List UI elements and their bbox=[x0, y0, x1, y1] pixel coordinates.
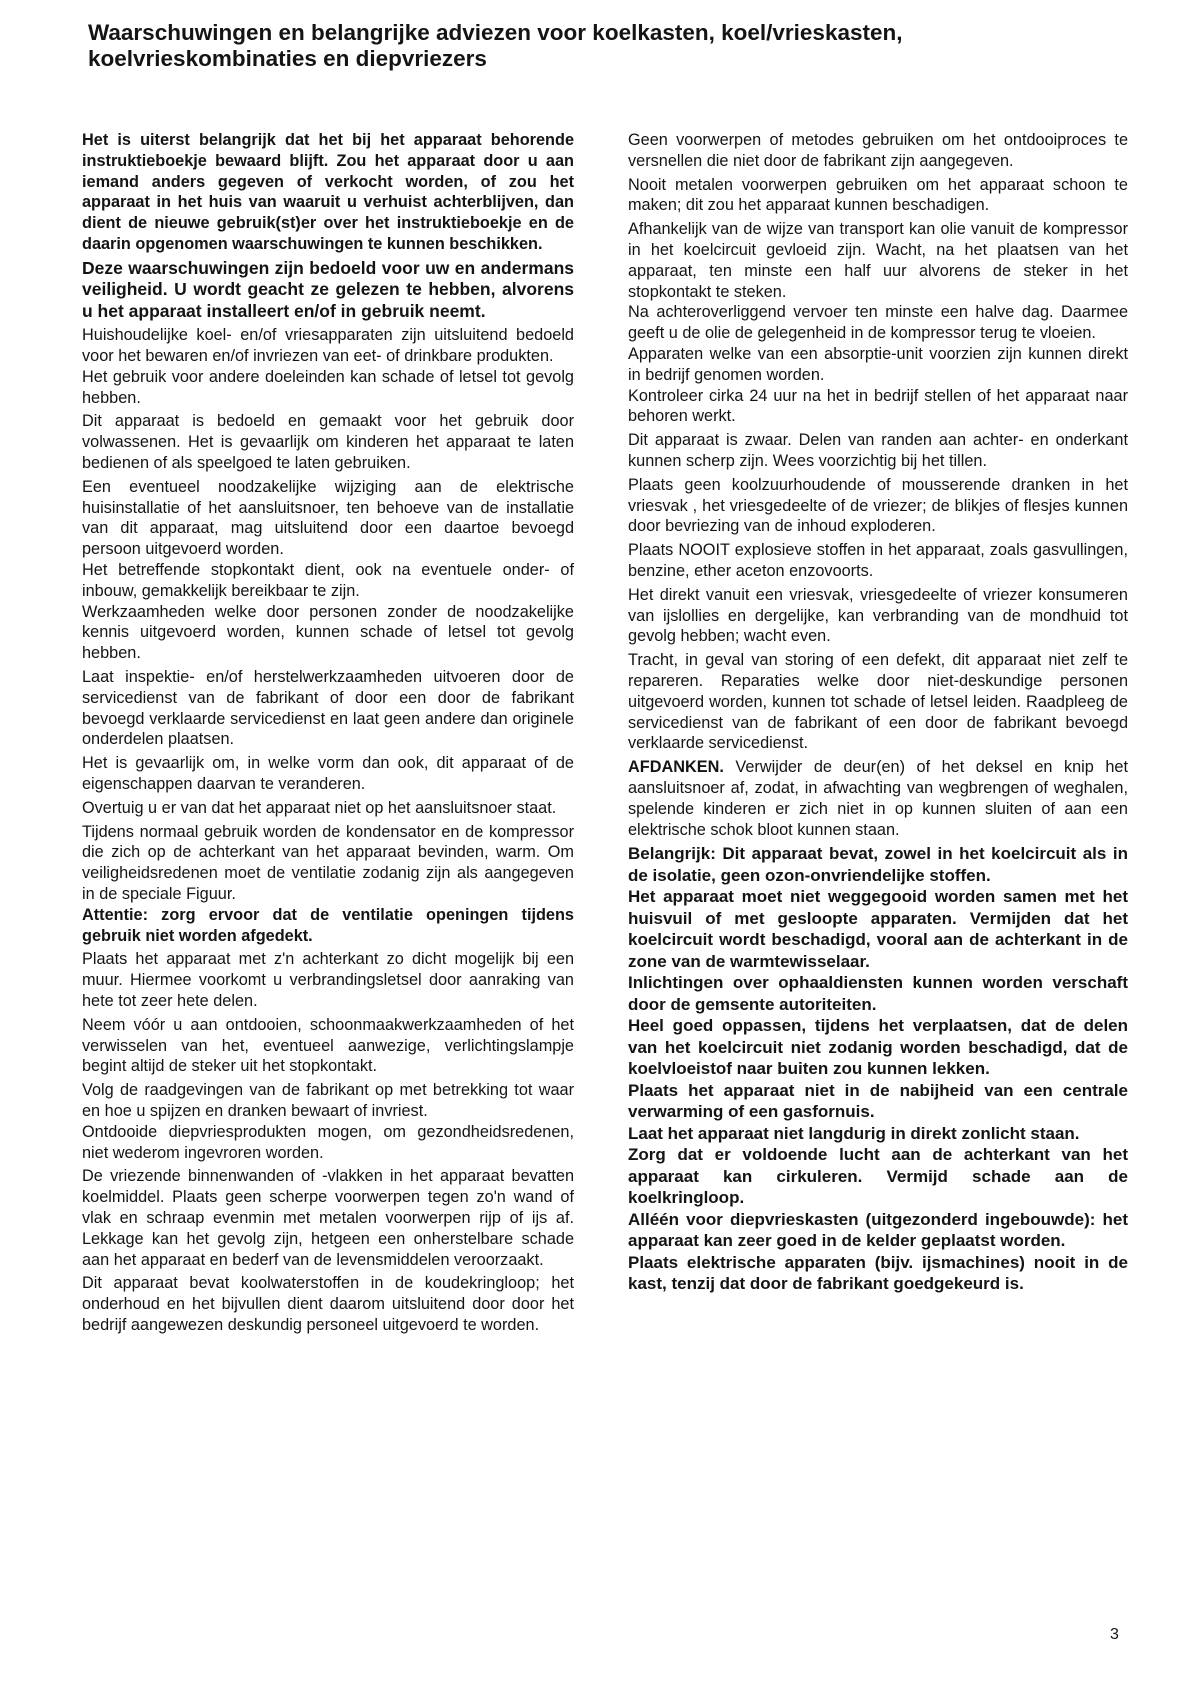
appliances-notice: Plaats elektrische apparaten (bijv. ijsmachines) nooit in de kast, tenzij dat door de fabrikant goedgekeurd is. bbox=[628, 1252, 1128, 1294]
heating-notice: Plaats het apparaat niet in de nabijheid van een centrale verwarming of een gasfornuis. bbox=[628, 1080, 1128, 1122]
paragraph: Tracht, in geval van storing of een defekt, dit apparaat niet zelf te repareren. Reparaties welke door niet-deskundige personen uitgevoerd worden, kunnen tot schade of letsel leiden. Raadpleeg de servicedienst van de fabrikant of een door de fabrikant bevoegd verklaarde servicedienst. bbox=[628, 651, 1128, 753]
afdanken-lead: AFDANKEN. bbox=[628, 758, 724, 777]
moving-notice: Heel goed oppassen, tijdens het verplaatsen, dat de delen van het koelcircuit niet zodanig worden beschadigd, dat de koelvloeistof naar buiten zou kunnen lekken. bbox=[628, 1016, 1128, 1079]
airflow-notice: Zorg dat er voldoende lucht aan de achterkant van het apparaat kan cirkuleren. Vermijd schade aan de koelkringloop. bbox=[628, 1145, 1128, 1208]
paragraph: Het gebruik voor andere doeleinden kan schade of letsel tot gevolg hebben. bbox=[82, 367, 574, 407]
sunlight-notice: Laat het apparaat niet langdurig in direkt zonlicht staan. bbox=[628, 1123, 1080, 1143]
paragraph: Overtuig u er van dat het apparaat niet op het aansluitsnoer staat. bbox=[82, 798, 557, 817]
paragraph: Afhankelijk van de wijze van transport kan olie vanuit de kompressor in het koelcircuit gevloeid zijn. Wacht, na het plaatsen van het apparaat, ten minste een half uur alvorens de steker in het stopkontakt te steken. bbox=[628, 220, 1128, 301]
paragraph: Plaats NOOIT explosieve stoffen in het apparaat, zoals gasvullingen, benzine, ether aceton enzovoorts. bbox=[628, 541, 1128, 580]
cellar-notice: Alléén voor diepvrieskasten (uitgezonderd ingebouwde): het apparaat kan zeer goed in de kelder geplaatst worden. bbox=[628, 1209, 1128, 1251]
afdanken-text: Verwijder de deur(en) of het deksel en knip het aansluitsnoer af, zodat, in afwachting van wegbrengen of weghalen, spelende kinderen er zich niet in op kunnen sluiten of aan een elektrische schok bloot kunnen staan. bbox=[628, 758, 1128, 839]
paragraph: Laat inspektie- en/of herstelwerkzaamheden uitvoeren door de servicedienst van de fabrikant of door een door de fabrikant bevoegd verklaarde servicedienst en laat geen andere dan originele onderdelen plaatsen. bbox=[82, 668, 574, 749]
paragraph: Dit apparaat is bedoeld en gemaakt voor het gebruik door volwassenen. Het is gevaarlijk om kinderen het apparaat te laten bedienen of als speelgoed te laten gebruiken. bbox=[82, 412, 574, 473]
paragraph: Het betreffende stopkontakt dient, ook na eventuele onder- of inbouw, gemakkelijk bereikbaar te zijn. bbox=[82, 561, 574, 600]
paragraph: Plaats geen koolzuurhoudende of mousserende dranken in het vriesvak , het vriesgedeelte of de vriezer; de blikjes of flesjes kunnen door bevriezing van de inhoud exploderen. bbox=[628, 475, 1128, 536]
paragraph: Het is gevaarlijk om, in welke vorm dan ook, dit apparaat of de eigenschappen daarvan te veranderen. bbox=[82, 754, 574, 794]
page-number: 3 bbox=[1110, 1626, 1119, 1643]
paragraph: Na achteroverliggend vervoer ten minste een halve dag. Daarmee geeft u de olie de gelegenheid in de kompressor terug te vloeien. bbox=[628, 303, 1128, 343]
paragraph: Plaats het apparaat met z'n achterkant zo dicht mogelijk bij een muur. Hiermee voorkomt u verbrandingsletsel door aanraking van hete tot zeer hete delen. bbox=[82, 950, 574, 1010]
paragraph: Apparaten welke van een absorptie-unit voorzien zijn kunnen direkt in bedrijf genomen worden. bbox=[628, 344, 1128, 384]
page-title: Waarschuwingen en belangrijke adviezen voor koelkasten, koel/vrieskasten, koelvrieskombinaties en diepvriezers bbox=[88, 20, 903, 71]
paragraph: Werkzaamheden welke door personen zonder de noodzakelijke kennis uitgevoerd worden, kunnen schade of letsel tot gevolg hebben. bbox=[82, 602, 574, 663]
paragraph: Ontdooide diepvriesprodukten mogen, om gezondheidsredenen, niet wederom ingevroren worden. bbox=[82, 1122, 574, 1162]
paragraph: Volg de raadgevingen van de fabrikant op met betrekking tot waar en hoe u spijzen en dranken bewaart of invriest. bbox=[82, 1081, 574, 1120]
paragraph: Huishoudelijke koel- en/of vriesapparaten zijn uitsluitend bedoeld voor het bewaren en/of invriezen van eet- of drinkbare produkten. bbox=[82, 326, 574, 366]
paragraph: Kontroleer cirka 24 uur na het in bedrijf stellen of het apparaat naar behoren werkt. bbox=[628, 386, 1128, 426]
ventilation-warning: Attentie: zorg ervoor dat de ventilatie openingen tijdens gebruik niet worden afgedekt. bbox=[82, 905, 574, 945]
paragraph: Het direkt vanuit een vriesvak, vriesgedeelte of vriezer konsumeren van ijslollies en dergelijke, kan verbranding van de mondhuid tot gevolg hebben; wacht even. bbox=[628, 585, 1128, 646]
paragraph: De vriezende binnenwanden of -vlakken in het apparaat bevatten koelmiddel. Plaats geen scherpe voorwerpen tegen zo'n wand of vlak en schraap evenmin met metalen voorwerpen rijp of ijs af. Lekkage kan het gevolg zijn, hetgeen een onherstelbare schade aan het apparaat en bederf van de levensmiddelen veroorzaakt. bbox=[82, 1167, 574, 1269]
right-column bbox=[628, 130, 1128, 1295]
paragraph: Neem vóór u aan ontdooien, schoonmaakwerkzaamheden of het verwisselen van het, eventueel aanwezige, verlichtingslampje begint altijd de steker uit het stopkontakt. bbox=[82, 1015, 574, 1076]
afdanken-paragraph bbox=[628, 757, 1128, 840]
important-notice: Belangrijk: Dit apparaat bevat, zowel in het koelcircuit als in de isolatie, geen ozon-onvriendelijke stoffen. bbox=[628, 844, 1128, 885]
paragraph: Een eventueel noodzakelijke wijziging aan de elektrische huisinstallatie of het aansluitsnoer, ten behoeve van de installatie van dit apparaat, mag uitsluitend door een daartoe bevoegd persoon uitgevoerd worden. bbox=[82, 477, 574, 559]
collection-notice: Inlichtingen over ophaaldiensten kunnen worden verschaft door de gemsente autoriteiten. bbox=[628, 973, 1128, 1014]
paragraph: Dit apparaat is zwaar. Delen van randen aan achter- en onderkant kunnen scherp zijn. Wees voorzichtig bij het tillen. bbox=[628, 431, 1128, 470]
paragraph: Geen voorwerpen of metodes gebruiken om het ontdooiproces te versnellen die niet door de fabrikant zijn aangegeven. bbox=[628, 131, 1128, 170]
intro-warning: Het is uiterst belangrijk dat het bij het apparaat behorende instruktieboekje bewaard blijft. Zou het apparaat door u aan iemand anders gegeven of verkocht worden, of zou het apparaat in het huis van waaruit u verhuist achterblijven, dan dient de nieuwe gebruik(st)er over het instruktieboekje en de daarin opgenomen waarschuwingen te kunnen beschikken. bbox=[82, 131, 574, 253]
paragraph: Dit apparaat bevat koolwaterstoffen in de koudekringloop; het onderhoud en het bijvullen dient daarom uitsluitend door door het bedrijf aangewezen deskundig personeel uitgevoerd te worden. bbox=[82, 1274, 574, 1334]
paragraph: Tijdens normaal gebruik worden de kondensator en de kompressor die zich op de achterkant van het apparaat bevinden, warm. Om veiligheidsredenen moet de ventilatie zodanig zijn als aangegeven in de speciale Figuur. bbox=[82, 822, 574, 903]
safety-notice: Deze waarschuwingen zijn bedoeld voor uw en andermans veiligheid. U wordt geacht ze gelezen te hebben, alvorens u het apparaat installeert en/of in gebruik neemt. bbox=[82, 257, 574, 321]
left-column bbox=[82, 130, 574, 1339]
paragraph: Nooit metalen voorwerpen gebruiken om het apparaat schoon te maken; dit zou het apparaat kunnen beschadigen. bbox=[628, 175, 1128, 215]
disposal-notice: Het apparaat moet niet weggegooid worden samen met het huisvuil of met gesloopte apparaten. Vermijden dat het koelcircuit wordt beschadigd, vooral aan de achterkant in de zone van de warmtewisselaar. bbox=[628, 887, 1128, 971]
